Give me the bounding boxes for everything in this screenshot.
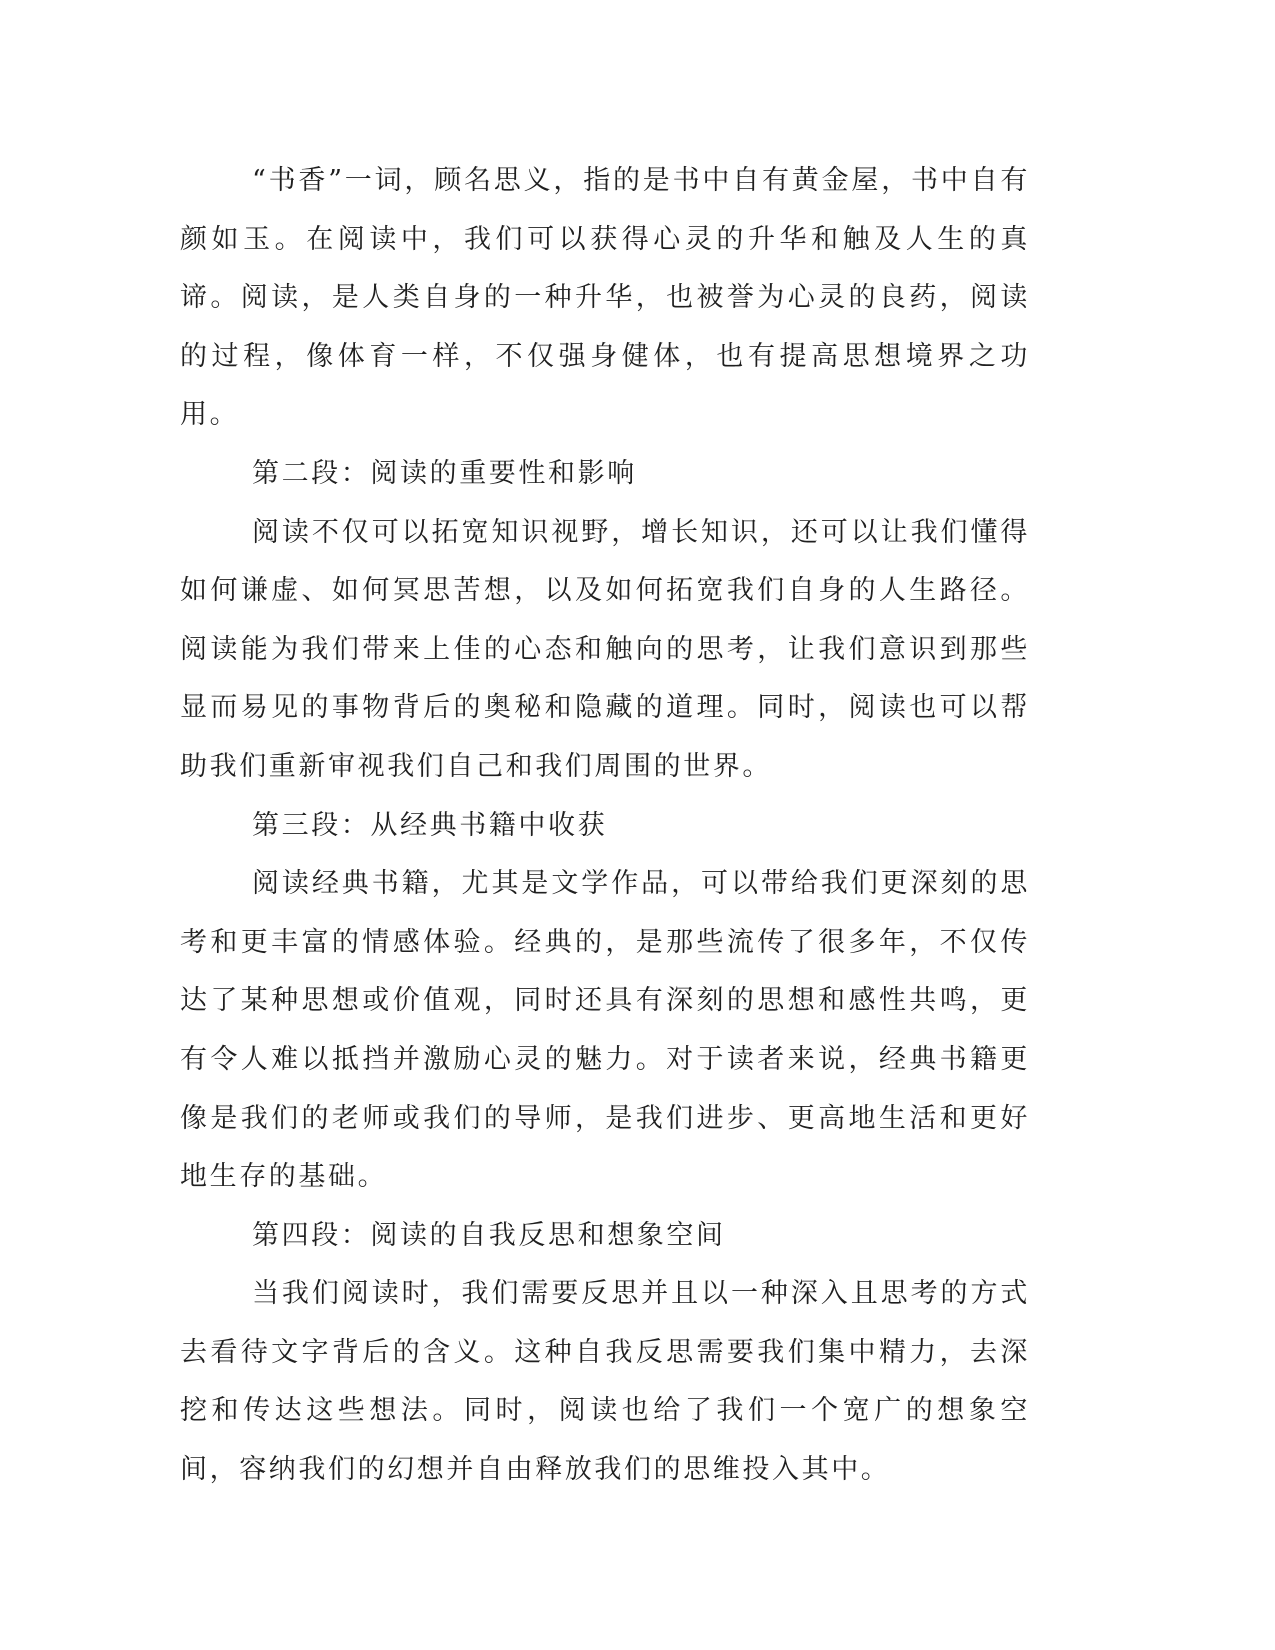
document-body — [180, 152, 1030, 1500]
paragraph-section-2: 阅读不仅可以拓宽知识视野，增长知识，还可以让我们懂得如何谦虚、如何冥思苦想，以及如何拓宽我们自身的人生路径。阅读能为我们带来上佳的心态和触向的思考，让我们意识到那些显而易见的事物背后的奥秘和隐藏的道理。同时，阅读也可以帮助我们重新审视我们自己和我们周围的世界。 — [180, 516, 1030, 782]
section-heading-4: 第四段：阅读的自我反思和想象空间 — [252, 1219, 726, 1251]
section-heading-3: 第三段：从经典书籍中收获 — [252, 809, 608, 841]
paragraph-section-4: 当我们阅读时，我们需要反思并且以一种深入且思考的方式去看待文字背后的含义。这种自我反思需要我们集中精力，去深挖和传达这些想法。同时，阅读也给了我们一个宽广的想象空间，容纳我们的幻想并自由释放我们的思维投入其中。 — [180, 1278, 1030, 1486]
section-heading-2: 第二段：阅读的重要性和影响 — [252, 457, 637, 489]
paragraph-intro: “书香”一词，顾名思义，指的是书中自有黄金屋，书中自有颜如玉。在阅读中，我们可以获得心灵的升华和触及人生的真谛。阅读，是人类自身的一种升华，也被誉为心灵的良药，阅读的过程，像体育一样，不仅强身健体，也有提高思想境界之功用。 — [180, 165, 1030, 431]
paragraph-section-3: 阅读经典书籍，尤其是文学作品，可以带给我们更深刻的思考和更丰富的情感体验。经典的，是那些流传了很多年，不仅传达了某种思想或价值观，同时还具有深刻的思想和感性共鸣，更有令人难以抵挡并激励心灵的魅力。对于读者来说，经典书籍更像是我们的老师或我们的导师，是我们进步、更高地生活和更好地生存的基础。 — [180, 868, 1030, 1193]
